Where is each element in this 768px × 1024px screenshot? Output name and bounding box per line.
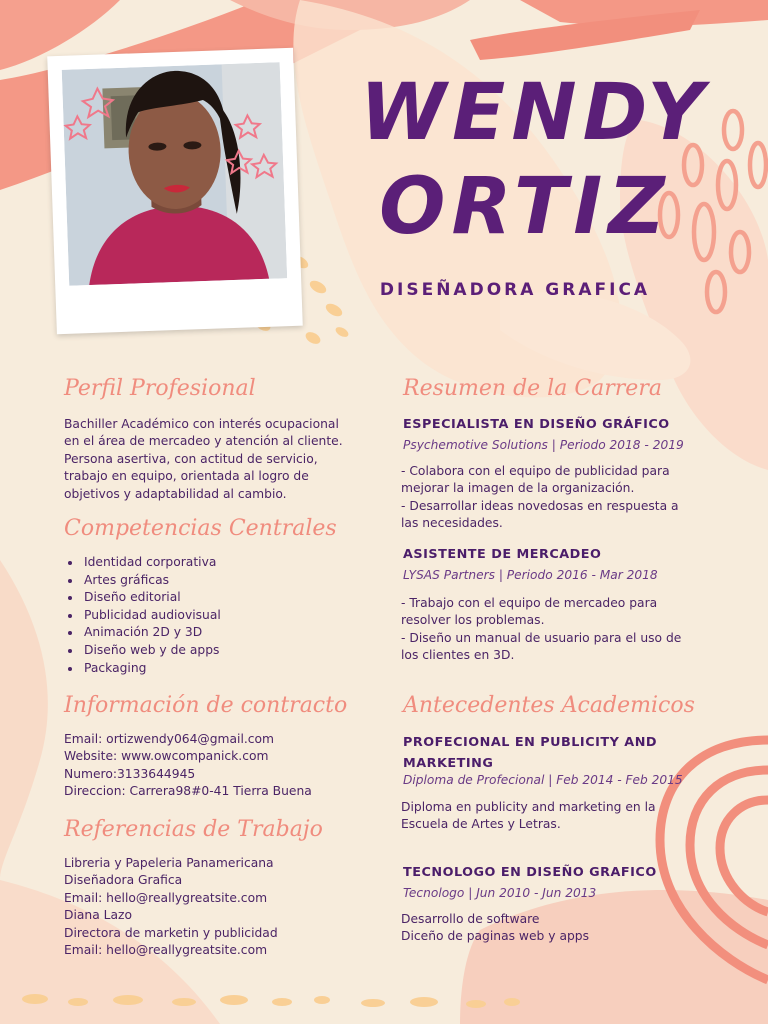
education-heading: Antecedentes Academicos bbox=[403, 693, 695, 718]
list-item: • Artes gráficas bbox=[82, 572, 221, 590]
education-subtitle: Tecnologo | Jun 2010 - Jun 2013 bbox=[403, 886, 597, 900]
job-title: ASISTENTE DE MERCADEO bbox=[403, 547, 602, 562]
skills-list bbox=[64, 554, 221, 677]
references-heading: Referencias de Trabajo bbox=[64, 817, 323, 842]
education-title: TECNOLOGO EN DISEÑO GRAFICO bbox=[403, 865, 657, 880]
references-text: Libreria y Papeleria Panamericana Diseñadora Grafica Email: hello@reallygreatsite.com Diana Lazo Directora de marketin y publicidad Email: hello@reallygreatsite.com bbox=[64, 856, 278, 958]
job-description: - Colabora con el equipo de publicidad para mejorar la imagen de la organización. - Desarrollar ideas novedosas en respuesta a las necesidades. bbox=[401, 464, 679, 531]
profile-photo bbox=[62, 62, 287, 285]
job-description: - Trabajo con el equipo de mercadeo para resolver los problemas. - Diseño un manual de usuario para el uso de los clientes en 3D. bbox=[401, 596, 682, 663]
list-item: • Packaging bbox=[82, 660, 221, 678]
profile-text: Bachiller Académico con interés ocupacional en el área de mercadeo y atención al cliente. Persona asertiva, con actitud de servicio, trabajo en equipo, orientada al logro de objetivos y adaptabilidad al cambio. bbox=[64, 417, 343, 501]
education-description: Desarrollo de software Diceño de paginas web y apps bbox=[401, 912, 590, 944]
phone-text: Numero:3133644945 bbox=[64, 766, 196, 781]
list-item: • Animación 2D y 3D bbox=[82, 624, 221, 642]
profile-heading: Perfil Profesional bbox=[64, 376, 256, 401]
education-description: Diploma en publicity and marketing en la Escuela de Artes y Letras. bbox=[401, 800, 656, 832]
first-name: WENDY bbox=[360, 68, 710, 158]
skills-heading: Competencias Centrales bbox=[64, 516, 337, 541]
job-role: DISEÑADORA GRAFICA bbox=[379, 280, 651, 300]
job-title: ESPECIALISTA EN DISEÑO GRÁFICO bbox=[403, 417, 670, 432]
website-text: Website: www.owcompanick.com bbox=[64, 749, 269, 764]
list-item: • Publicidad audiovisual bbox=[82, 607, 221, 625]
list-item: • Identidad corporativa bbox=[82, 554, 221, 572]
job-subtitle: LYSAS Partners | Periodo 2016 - Mar 2018 bbox=[403, 568, 658, 582]
email-text: Email: ortizwendy064@gmail.com bbox=[64, 732, 275, 746]
last-name: ORTIZ bbox=[379, 162, 671, 252]
education-title: PROFECIONAL EN PUBLICITY AND MARKETING bbox=[403, 735, 658, 771]
address-text: Direccion: Carrera98#0-41 Tierra Buena bbox=[64, 784, 312, 799]
list-item: • Diseño web y de apps bbox=[82, 642, 221, 660]
contact-info bbox=[64, 731, 312, 801]
job-subtitle: Psychemotive Solutions | Periodo 2018 - 2019 bbox=[403, 438, 684, 452]
list-item: • Diseño editorial bbox=[82, 589, 221, 607]
education-subtitle: Diploma de Profecional | Feb 2014 - Feb 2015 bbox=[403, 773, 683, 787]
profile-photo-frame bbox=[47, 48, 303, 334]
contact-heading: Información de contracto bbox=[64, 693, 348, 718]
career-heading: Resumen de la Carrera bbox=[403, 376, 662, 401]
